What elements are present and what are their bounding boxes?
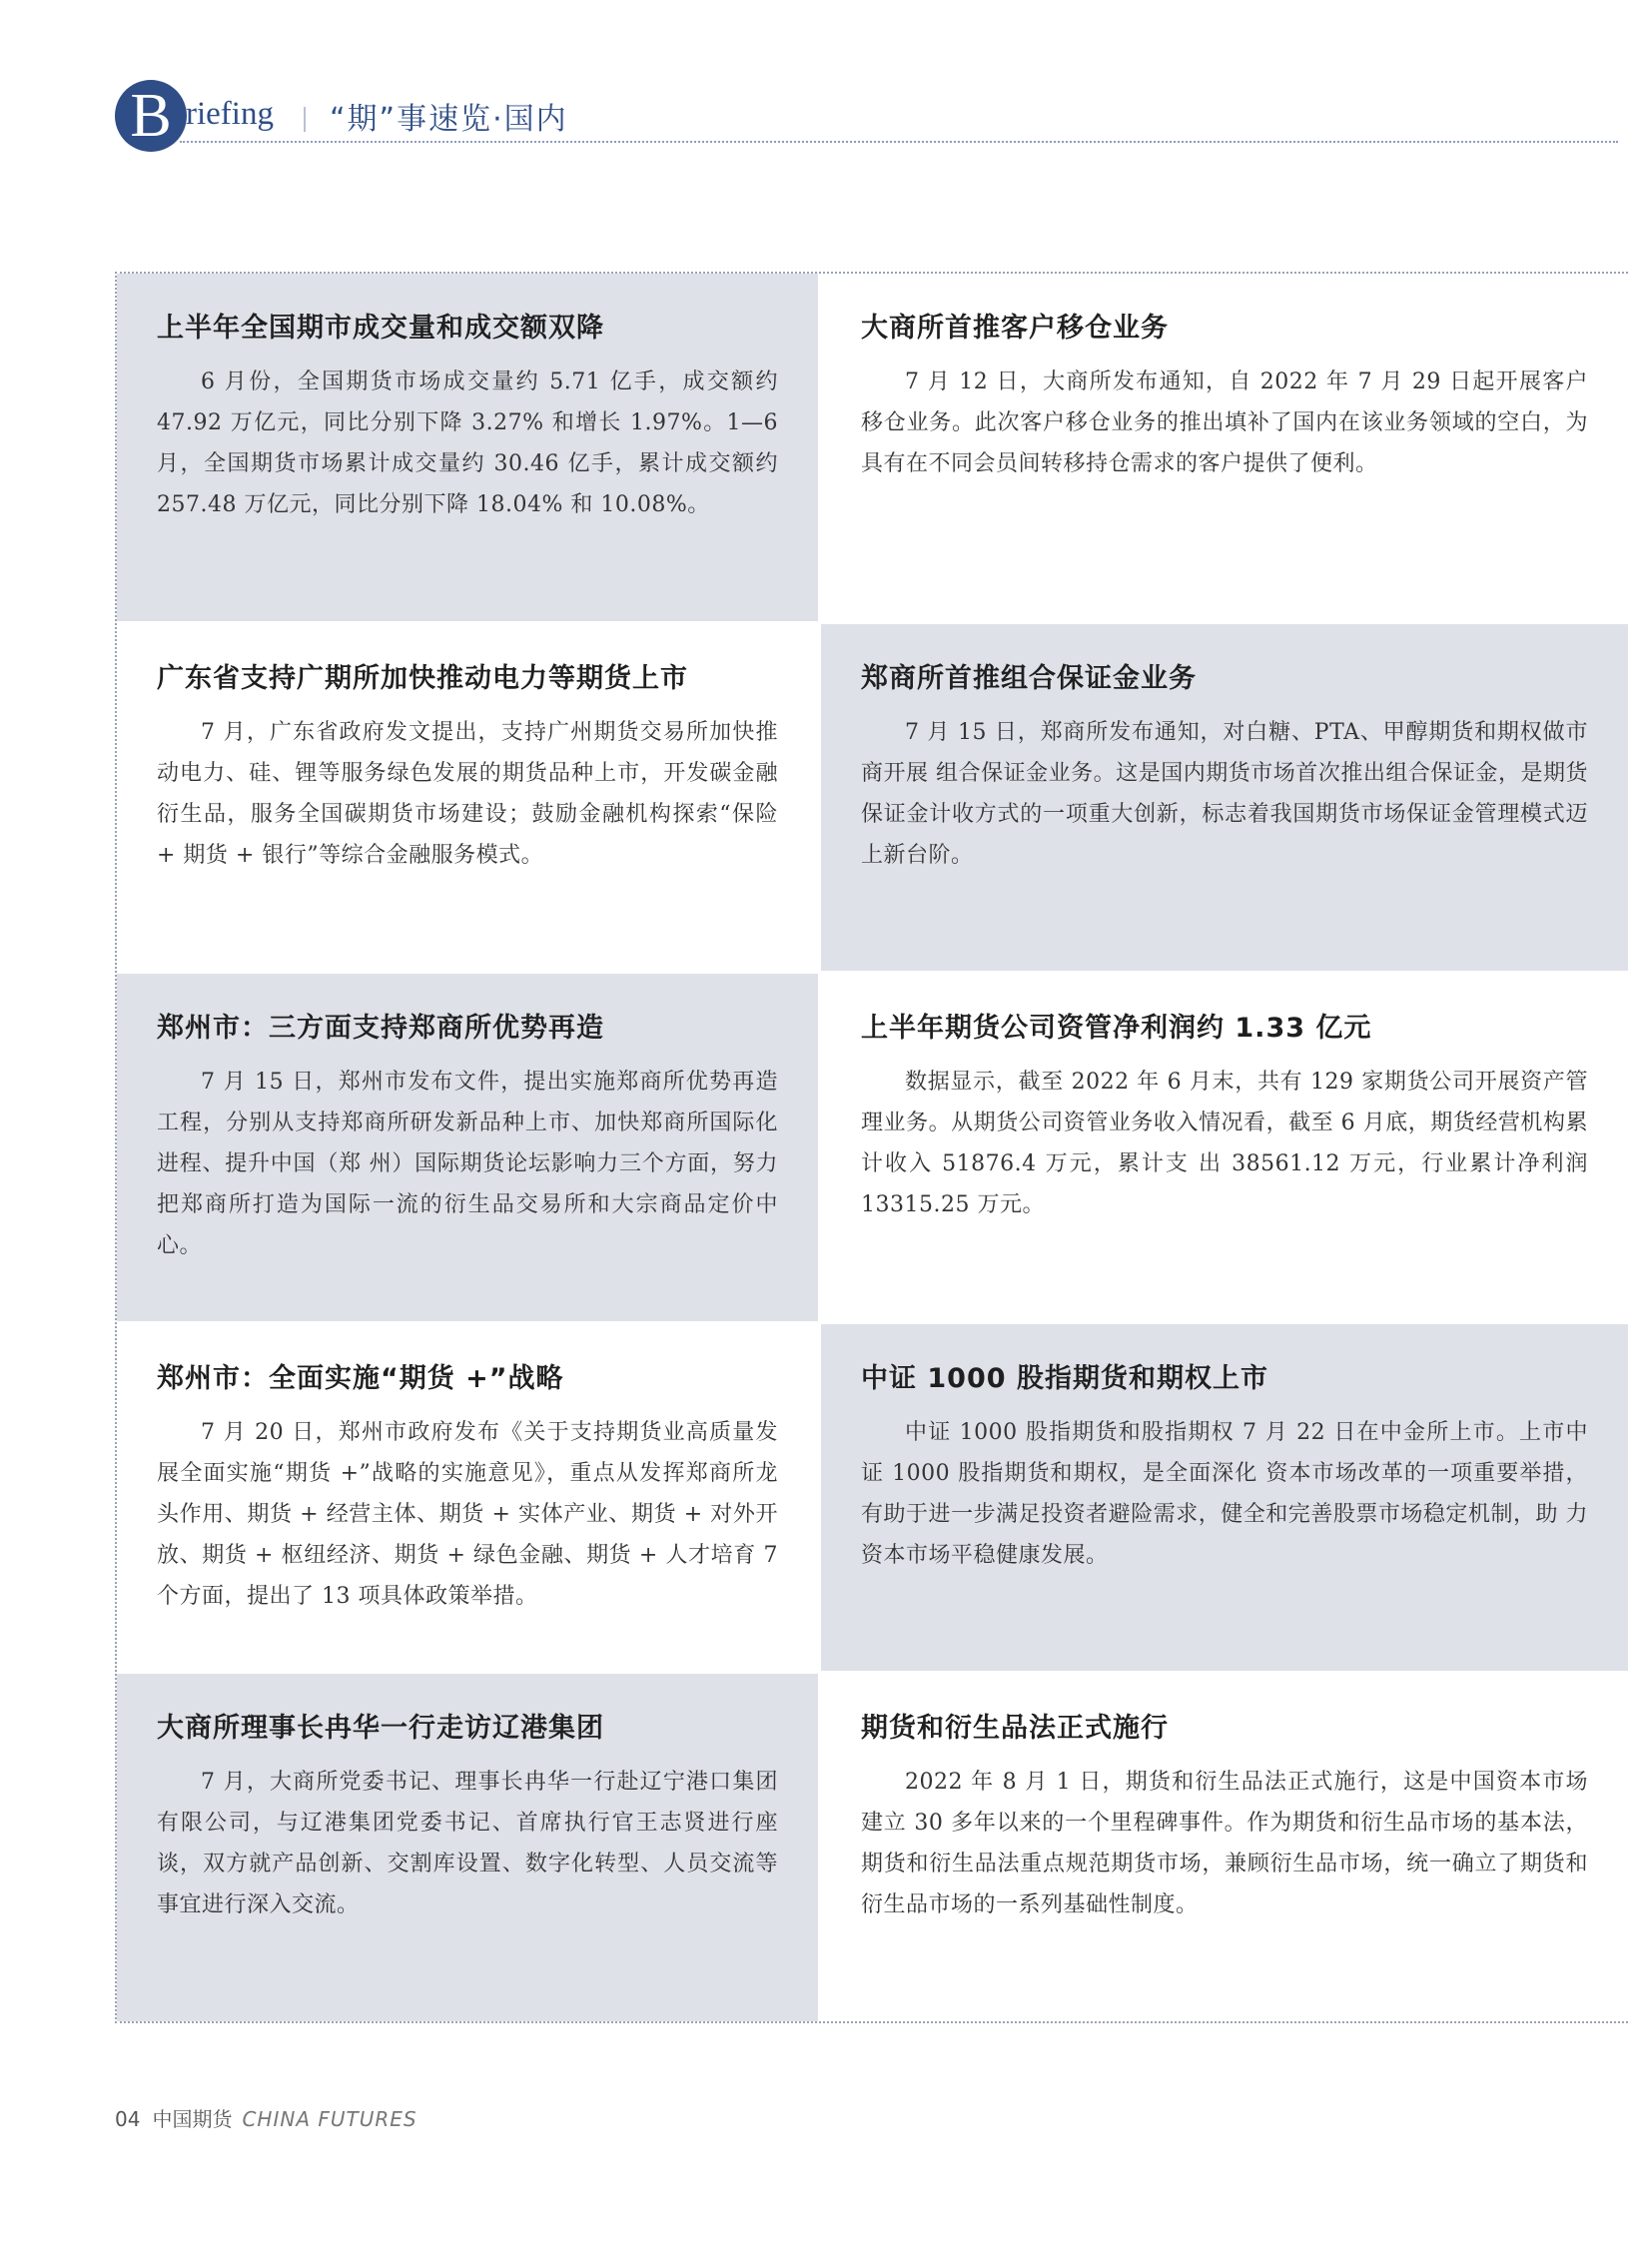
section-title: “期”事速览·国内 xyxy=(330,102,568,137)
news-title: 郑商所首推组合保证金业务 xyxy=(861,662,1197,694)
news-item xyxy=(821,274,1628,621)
magazine-name-cn: 中国期货 xyxy=(152,2107,233,2131)
briefing-logo-word: riefing xyxy=(186,96,274,132)
page-number: 04 xyxy=(115,2107,141,2131)
briefing-logo-letter: B xyxy=(115,80,187,152)
news-title: 广东省支持广期所加快推动电力等期货上市 xyxy=(157,662,688,694)
news-body: 7 月，广东省政府发文提出，支持广州期货交易所加快推动电力、硅、锂等服务绿色发展的期货品种上市，开发碳金融衍生品，服务全国碳期货市场建设；鼓励金融机构探索“保险 + 期货 + 银行”等综合金融服务模式。 xyxy=(157,719,778,868)
page-header xyxy=(0,0,1652,160)
news-body: 7 月 20 日，郑州市政府发布《关于支持期货业高质量发展全面实施“期货 +”战略的实施意见》，重点从发挥郑商所龙头作用、期货 + 经营主体、期货 + 实体产业、期货 + 对外开放、期货 + 枢纽经济、期货 + 绿色金融、期货 + 人才培育 7 个方面，提出了 13 项具体政策举措。 xyxy=(157,1419,778,1609)
news-body: 7 月 15 日，郑商所发布通知，对白糖、PTA、甲醇期货和期权做市商开展 组合保证金业务。这是国内期货市场首次推出组合保证金，是期货保证金计收方式的一项重大创新，标志着我国期货市场保证金管理模式迈上新台阶。 xyxy=(861,719,1588,868)
header-dotted-rule xyxy=(180,141,1618,143)
news-body: 7 月，大商所党委书记、理事长冉华一行赴辽宁港口集团有限公司，与辽港集团党委书记、首席执行官王志贤进行座谈，双方就产品创新、交割库设置、数字化转型、人员交流等事宜进行深入交流。 xyxy=(157,1770,778,1918)
news-item xyxy=(821,1674,1628,2021)
news-title: 上半年期货公司资管净利润约 1.33 亿元 xyxy=(861,1013,1372,1045)
news-item xyxy=(117,274,818,621)
news-item xyxy=(117,624,818,972)
news-title: 郑州市：全面实施“期货 +”战略 xyxy=(157,1362,564,1394)
header-divider xyxy=(304,107,306,132)
news-grid xyxy=(115,272,1628,2023)
magazine-name-en: CHINA FUTURES xyxy=(242,2107,417,2131)
news-body: 中证 1000 股指期货和股指期权 7 月 22 日在中金所上市。上市中证 1000 股指期货和期权，是全面深化 资本市场改革的一项重要举措，有助于进一步满足投资者避险需求，健全和完善股票市场稳定机制，助 力资本市场平稳健康发展。 xyxy=(861,1419,1588,1568)
news-body: 7 月 15 日，郑州市发布文件，提出实施郑商所优势再造工程，分别从支持郑商所研发新品种上市、加快郑商所国际化进程、提升中国（郑 州）国际期货论坛影响力三个方面，努力把郑商所打造为国际一流的衍生品交易所和大宗商品定价中心。 xyxy=(157,1070,778,1259)
news-item xyxy=(821,1324,1628,1672)
news-item xyxy=(117,974,818,1321)
news-body: 6 月份，全国期货市场成交量约 5.71 亿手，成交额约 47.92 万亿元，同比分别下降 3.27% 和增长 1.97%。1—6 月，全国期货市场累计成交量约 30.46 亿手，累计成交额约 257.48 万亿元，同比分别下降 18.04% 和 10.08%。 xyxy=(157,370,778,517)
news-title: 期货和衍生品法正式施行 xyxy=(861,1713,1169,1745)
news-title: 大商所首推客户移仓业务 xyxy=(861,313,1169,344)
news-body: 数据显示，截至 2022 年 6 月末，共有 129 家期货公司开展资产管理业务。从期货公司资管业务收入情况看，截至 6 月底，期货经营机构累计收入 51876.4 万元，累计支 出 38561.12 万元，行业累计净利润 13315.25 万元。 xyxy=(861,1070,1588,1218)
news-title: 上半年全国期市成交量和成交额双降 xyxy=(157,313,604,344)
news-item xyxy=(821,974,1628,1321)
news-body: 7 月 12 日，大商所发布通知，自 2022 年 7 月 29 日起开展客户移仓业务。此次客户移仓业务的推出填补了国内在该业务领域的空白，为具有在不同会员间转移持仓需求的客户提供了便利。 xyxy=(861,370,1588,476)
page-footer xyxy=(115,2103,417,2132)
news-item xyxy=(117,1324,818,1672)
news-title: 中证 1000 股指期货和期权上市 xyxy=(861,1362,1268,1394)
news-item xyxy=(821,624,1628,972)
news-body: 2022 年 8 月 1 日，期货和衍生品法正式施行，这是中国资本市场建立 30 多年以来的一个里程碑事件。作为期货和衍生品市场的基本法，期货和衍生品法重点规范期货市场，兼顾衍生品市场，统一确立了期货和衍生品市场的一系列基础性制度。 xyxy=(861,1770,1588,1918)
news-title: 郑州市：三方面支持郑商所优势再造 xyxy=(157,1013,604,1045)
news-item xyxy=(117,1674,818,2021)
news-title: 大商所理事长冉华一行走访辽港集团 xyxy=(157,1713,604,1745)
